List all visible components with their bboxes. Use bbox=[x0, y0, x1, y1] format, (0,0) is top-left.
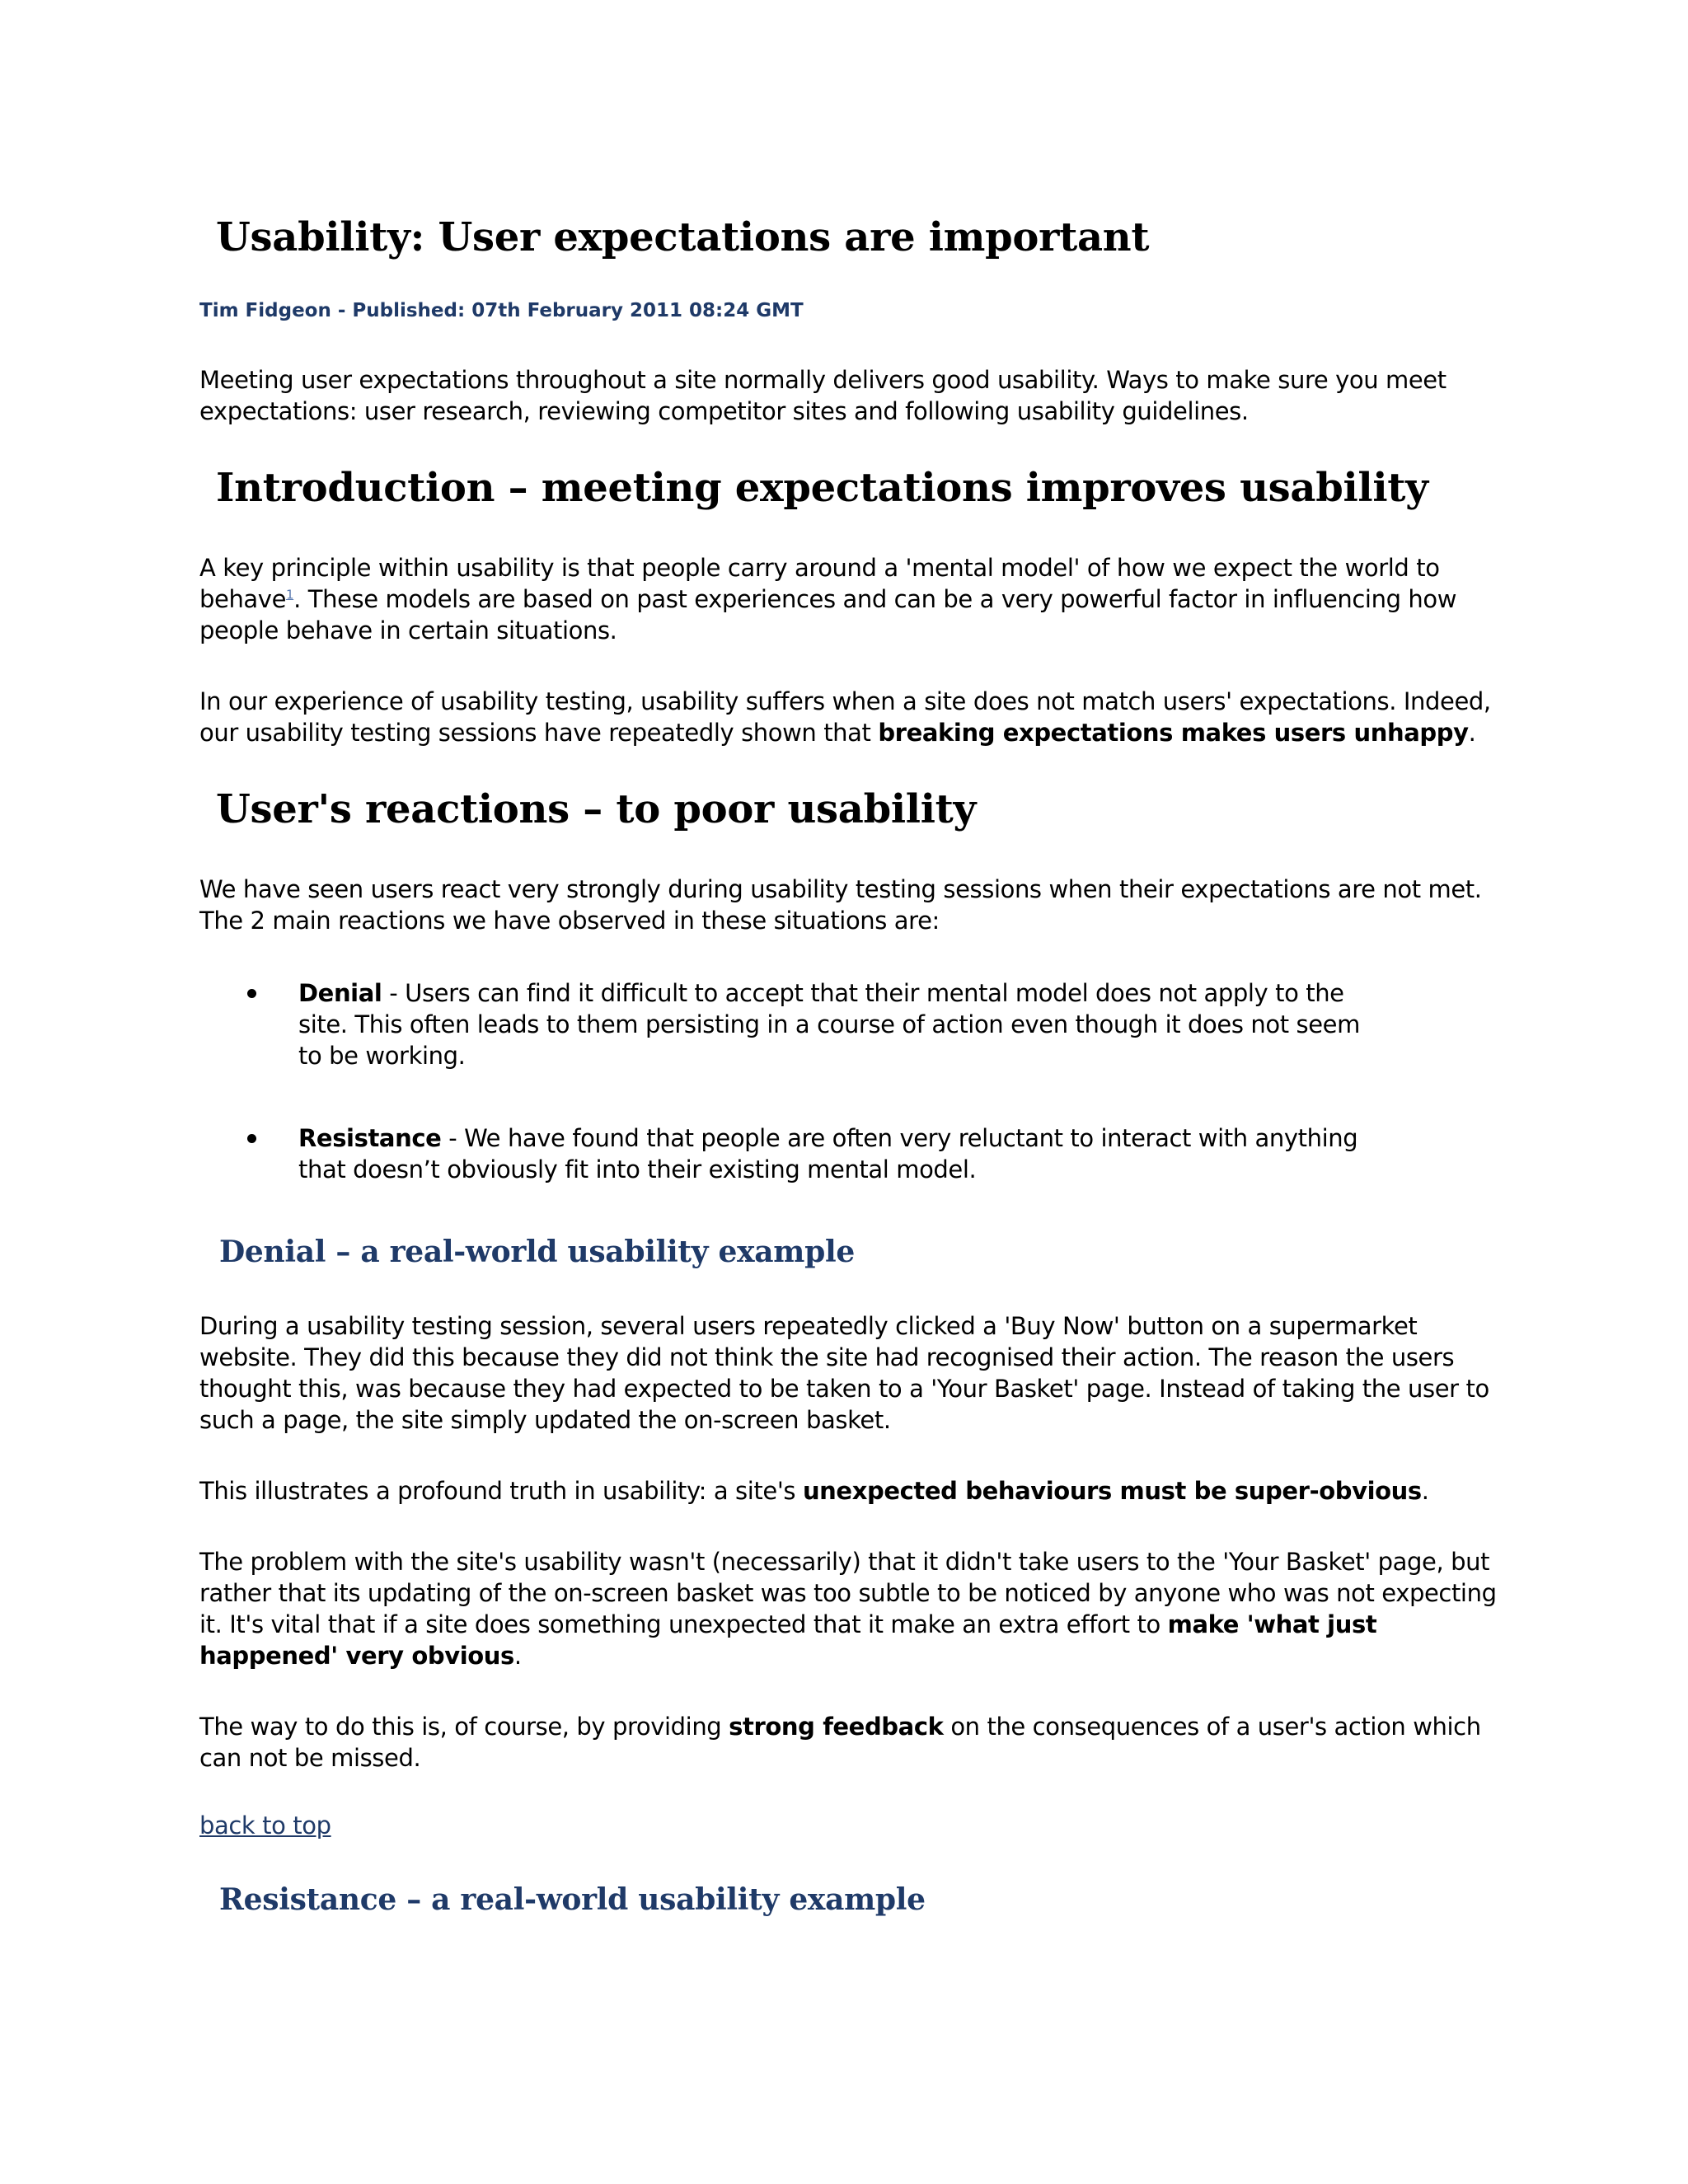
list-item-text bbox=[298, 1122, 1376, 1185]
denial-p3-emphasis: make 'what just happened' very obvious bbox=[199, 1610, 1377, 1670]
introduction-p2-emphasis: breaking expectations makes users unhappy bbox=[878, 719, 1469, 747]
denial-p4-text: The way to do this is, of course, by providing bbox=[199, 1713, 729, 1741]
list-item-term: Resistance bbox=[298, 1124, 442, 1152]
intro-paragraph: Meeting user expectations throughout a site normally delivers good usability. Ways to make sure you meet expectations: user research, reviewing competitor sites and following usability guidelines. bbox=[199, 366, 1447, 425]
introduction-p2-text: In our experience of usability testing, usability suffers when a site does not match users' expectations. Indeed, our usability testing sessions have repeatedly shown that bbox=[199, 687, 1491, 747]
reactions-paragraph: We have seen users react very strongly during usability testing sessions when their expectations are not met. The 2 main reactions we have observed in these situations are: bbox=[199, 875, 1482, 935]
denial-p2-emphasis: unexpected behaviours must be super-obvious bbox=[802, 1477, 1422, 1505]
denial-heading: Denial – a real-world usability example bbox=[219, 1235, 855, 1269]
introduction-paragraph-1 bbox=[199, 552, 1502, 646]
introduction-heading: Introduction – meeting expectations improves usability bbox=[216, 465, 1428, 511]
denial-paragraph-4 bbox=[199, 1711, 1502, 1774]
introduction-paragraph-2 bbox=[199, 686, 1502, 748]
back-to-top-link[interactable]: back to top bbox=[199, 1811, 331, 1840]
denial-p3-end: . bbox=[513, 1642, 522, 1670]
denial-p2-end: . bbox=[1421, 1477, 1429, 1505]
introduction-p1-text-b: . These models are based on past experiences and can be a very powerful factor in influencing how people behave in certain situations. bbox=[199, 585, 1457, 644]
denial-p3-text: The problem with the site's usability wasn't (necessarily) that it didn't take users to the 'Your Basket' page, but rather that its updating of the on-screen basket was too subtle to be noticed by anyone who was not expecting it. It's vital that if a site does something unexpected that it make an extra effort to bbox=[199, 1548, 1497, 1638]
denial-paragraph-2 bbox=[199, 1475, 1502, 1507]
denial-p2-text: This illustrates a profound truth in usability: a site's bbox=[199, 1477, 803, 1505]
page-title: Usability: User expectations are important bbox=[216, 214, 1150, 260]
list-item-description: - Users can find it difficult to accept that their mental model does not apply to the site. This often leads to them persisting in a course of action even though it does not seem to be working. bbox=[298, 979, 1360, 1070]
denial-paragraph-1: During a usability testing session, several users repeatedly clicked a 'Buy Now' button on a supermarket website. They did this because they did not think the site had recognised their action. The reason the users thought this, was because they had expected to be taken to a 'Your Basket' page. Instead of taking the user to such a page, the site simply updated the on-screen basket. bbox=[199, 1312, 1489, 1434]
introduction-p2-end: . bbox=[1468, 719, 1476, 747]
bullet-icon bbox=[247, 989, 256, 998]
list-item-denial bbox=[247, 977, 1376, 1071]
byline: Tim Fidgeon - Published: 07th February 2011 08:24 GMT bbox=[199, 300, 804, 321]
list-item-resistance bbox=[247, 1122, 1376, 1185]
denial-p4-end: on the consequences of a user's action which can not be missed. bbox=[199, 1713, 1481, 1772]
denial-paragraph-3 bbox=[199, 1546, 1502, 1671]
reactions-heading: User's reactions – to poor usability bbox=[216, 786, 977, 832]
bullet-icon bbox=[247, 1134, 256, 1143]
footnote-link[interactable]: 1 bbox=[286, 587, 294, 602]
list-item-text bbox=[298, 977, 1376, 1071]
list-item-term: Denial bbox=[298, 979, 382, 1007]
denial-p4-emphasis: strong feedback bbox=[729, 1713, 944, 1741]
introduction-p1-text-a: A key principle within usability is that people carry around a 'mental model' of how we expect the world to behave bbox=[199, 554, 1440, 613]
list-item-description: - We have found that people are often very reluctant to interact with anything that doesn’t obviously fit into their existing mental model. bbox=[298, 1124, 1358, 1183]
resistance-heading: Resistance – a real-world usability example bbox=[219, 1882, 926, 1917]
